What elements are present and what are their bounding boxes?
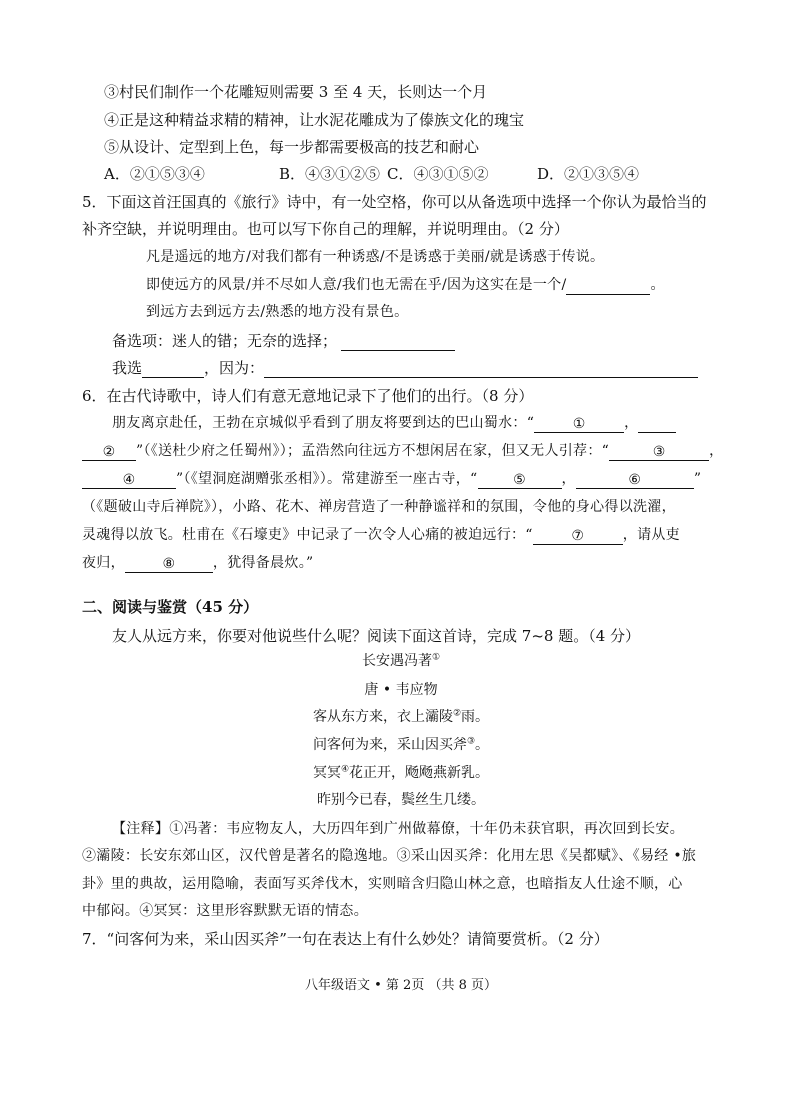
q5-poem-blank[interactable] [566,276,650,295]
q4-choice-b: B．④③①②⑤ [279,165,381,183]
poem-title [0,651,802,671]
page-footer: 八年级语文 • 第 2页 （共 8 页） [304,978,497,993]
q6-line-5-end: ，请从吏 [622,527,680,543]
q5-options-blank[interactable] [341,332,455,351]
q6-line-6-end: ，犹得备晨炊。” [212,555,314,571]
poem-line-3 [0,763,802,783]
notes-line-3: 卦》里的典故，运用隐喻，表面写买斧伐木，实则暗含归隐山林之意，也暗指友人仕途不顺，心 [82,876,683,892]
q6-para-line-2 [82,441,723,461]
q6-blank-3[interactable]: ③ [609,442,709,461]
q6-blank-5[interactable]: ⑤ [478,470,562,489]
q6-para-line-5 [82,525,680,545]
q5-answer-row [112,358,698,378]
q5-poem-line-2-text: 即使远方的风景/并不尽如人意/我们也无需在乎/因为这实在是一个/ [146,277,567,293]
q4-item-5: ⑤从设计、定型到上色，每一步都需要极高的技艺和耐心 [104,138,480,156]
q6-blank-8[interactable]: ⑧ [125,554,213,573]
notes-line-1: 【注释】①冯著：韦应物友人，大历四年到广州做幕僚，十年仍未获官职，再次回到长安。 [112,821,684,837]
q4-choice-d: D．②①③⑤④ [537,165,640,183]
q6-blank-1[interactable]: ① [534,414,624,433]
notes-line-4: 中郁闷。④冥冥：这里形容默默无语的情态。 [82,903,368,919]
q6-para-line-3 [82,469,701,489]
q5-choose-blank[interactable] [142,359,204,378]
section-2-intro: 友人从远方来，你要对他说些什么呢？阅读下面这首诗，完成 7~8 题。（4 分） [112,627,641,645]
q6-comma-5: ， [561,471,576,487]
q4-choice-a: A．②①⑤③④ [104,165,205,183]
q6-line-1-text: 朋友离京赴任，王勃在京城似乎看到了朋友将要到达的巴山蜀水：“ [112,415,535,431]
q6-para-line-1 [112,413,676,433]
poem-title-note: ① [431,652,441,663]
poem-author: 唐 • 韦应物 [364,682,438,698]
poem-line-2-a: 问客何为来，采山因买斧 [312,737,467,753]
q6-line-6-text: 夜归， [82,555,125,571]
q6-para-line-4: （《题破山寺后禅院》），小路、花木、禅房营造了一种静谧祥和的氛围，令他的身心得以洗濯， [82,499,676,515]
poem-line-2-b: 。 [475,737,490,753]
q5-poem-line-2-end: 。 [650,277,665,293]
poem-line-2-note: ③ [466,736,476,747]
q5-poem-line-1: 凡是遥远的地方/对我们都有一种诱惑/不是诱惑于美丽/就是诱惑于传说。 [146,249,605,265]
poem-line-3-b: 花正开，飏飏燕新乳。 [349,765,490,781]
q5-options [112,331,455,351]
q4-item-3: ③村民们制作一个花雕短则需要 3 至 4 天，长则达一个月 [104,83,488,101]
q6-blank-2-start[interactable] [638,414,676,433]
poem-line-4: 昨别今已春，鬓丝生几缕。 [317,792,485,808]
q6-blank-6[interactable]: ⑥ [576,470,694,489]
q5-stem-line-2: 补齐空缺，并说明理由。也可以写下你自己的理解，并说明理由。（2 分） [82,220,569,238]
q6-para-line-6 [82,553,313,573]
q5-reason-label: ，因为： [204,359,265,377]
q6-stem: 6．在古代诗歌中，诗人们有意无意地记录下了他们的出行。（8 分） [82,387,534,405]
section-2-heading: 二、阅读与鉴赏（45 分） [82,598,259,616]
q5-poem-line-2 [146,275,665,295]
poem-line-2 [0,735,802,755]
poem-line-1-note: ② [452,708,462,719]
q6-comma-3: ， [709,443,724,459]
q5-stem-line-1: 5．下面这首汪国真的《旅行》诗中，有一处空格，你可以从备选项中选择一个你认为最恰当的 [82,193,707,211]
poem-line-3-note: ④ [340,764,350,775]
q6-line-5-text: 灵魂得以放飞。杜甫在《石壕吏》中记录了一次令人心痛的被迫远行：“ [82,527,533,543]
q4-item-4: ④正是这种精益求精的精神，让水泥花雕成为了傣族文化的瑰宝 [104,111,525,129]
poem-line-1-a: 客从东方来，衣上灞陵 [312,709,453,725]
poem-title-text: 长安遇冯著 [361,653,432,669]
poem-line-1 [0,707,802,727]
q5-choose-label: 我选 [112,359,143,377]
q5-poem-line-3: 到远方去到远方去/熟悉的地方没有景色。 [146,304,409,320]
notes-line-2: ②灞陵：长安东郊山区，汉代曾是著名的隐逸地。③采山因买斧：化用左思《吴都赋》、《易经 •旅 [82,848,697,864]
q7-stem: 7．“问客何为来，采山因买斧”一句在表达上有什么妙处？请简要赏析。（2 分） [82,930,609,948]
q5-options-label: 备选项：迷人的错；无奈的选择； [112,332,338,350]
q6-blank-7[interactable]: ⑦ [533,526,623,545]
poem-line-3-a: 冥冥 [312,765,341,781]
q6-blank-4[interactable]: ④ [82,470,176,489]
q6-quote-close: ” [693,471,702,487]
q4-choice-c: C．④③①⑤② [387,165,489,183]
q5-reason-blank[interactable] [264,359,698,378]
q6-blank-2[interactable]: ② [82,442,136,461]
q6-comma-1: ， [624,415,639,431]
q6-line-3-text: ”（《望洞庭湖赠张丞相》）。常建游至一座古寺，“ [176,471,478,487]
poem-line-1-b: 雨。 [461,709,490,725]
q6-line-2-text: ”（《送杜少府之任蜀州》）；孟浩然向往远方不想闲居在家，但又无人引荐：“ [136,443,610,459]
